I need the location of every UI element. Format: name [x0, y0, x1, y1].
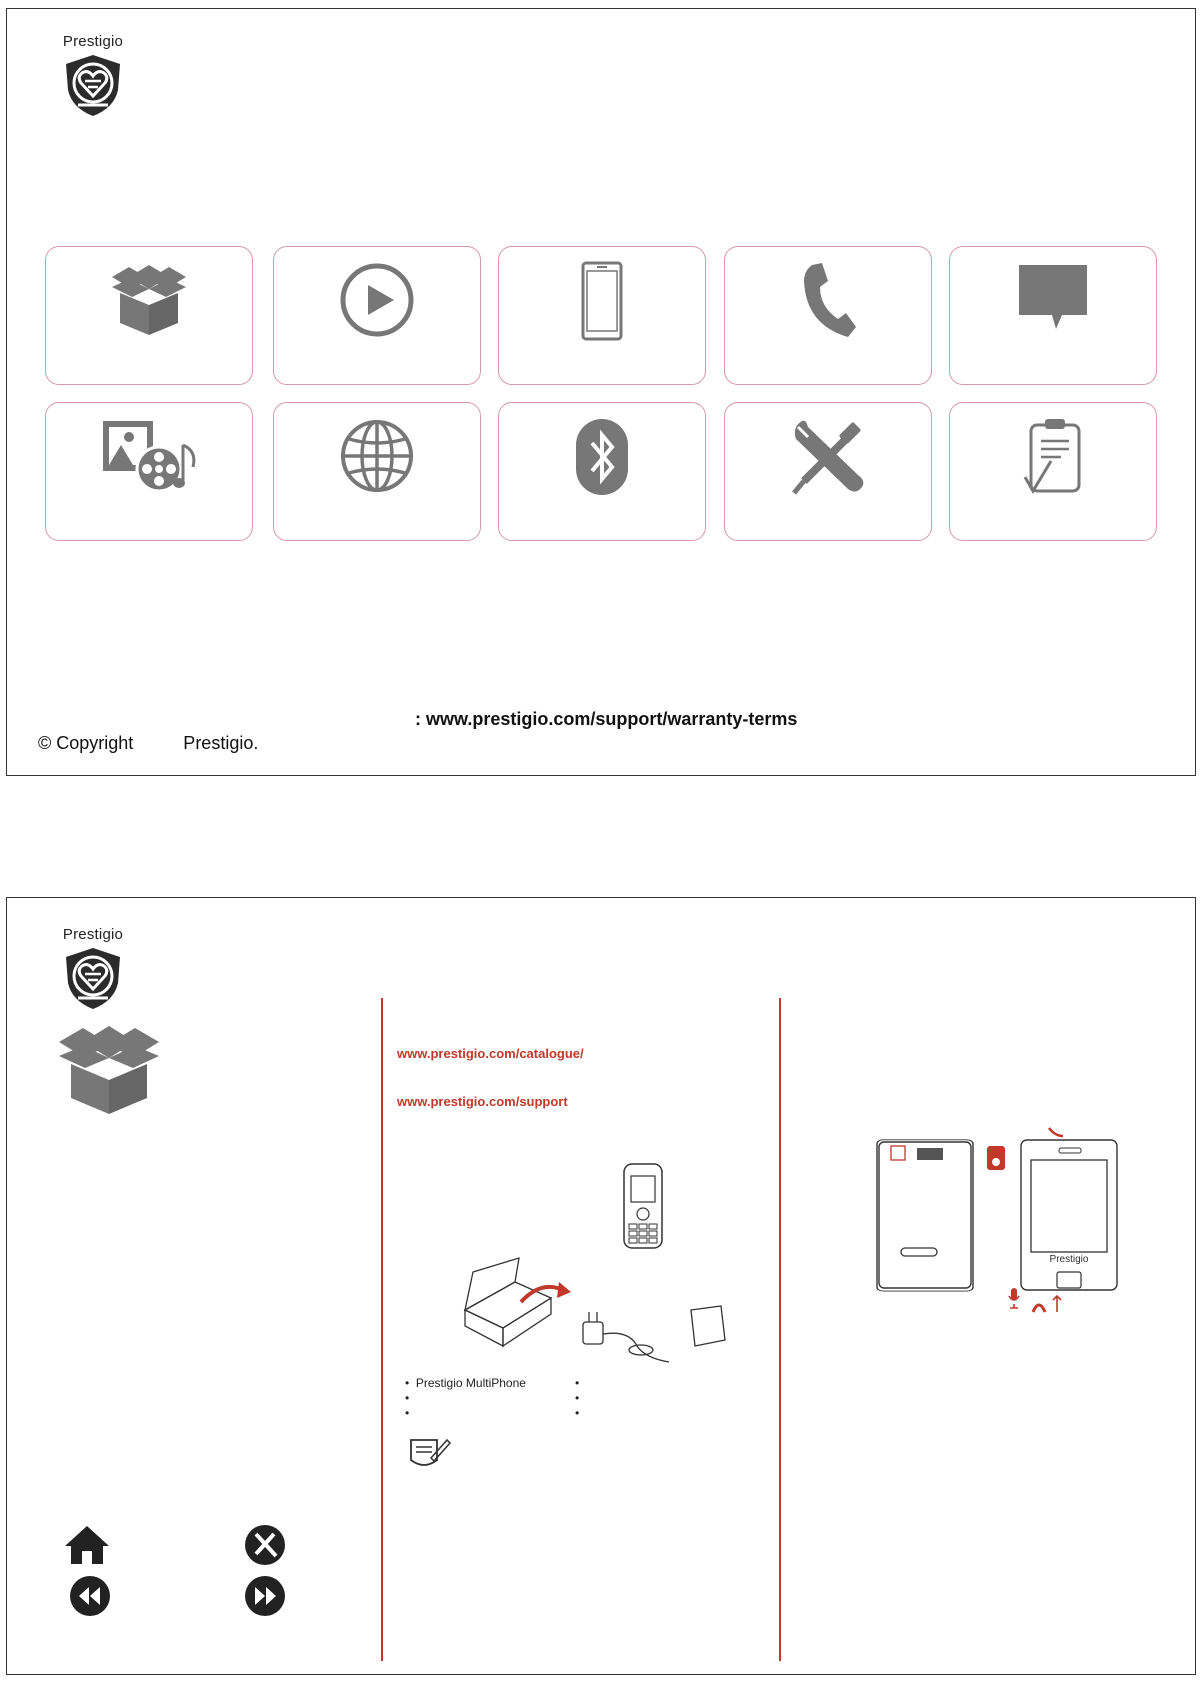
- column-divider: [779, 998, 781, 1661]
- prestigio-logo: [53, 926, 133, 1011]
- fast-forward-icon[interactable]: [244, 1575, 286, 1617]
- call-handset-icon: [798, 261, 858, 341]
- tile-multimedia[interactable]: [45, 402, 253, 541]
- warranty-terms-link[interactable]: : www.prestigio.com/support/warranty-terms: [415, 709, 798, 729]
- copyright-text: © Copyright Prestigio.: [38, 733, 259, 753]
- multimedia-icon: [99, 417, 199, 497]
- list-item: •: [575, 1406, 586, 1420]
- brand-name: Prestigio: [62, 33, 124, 50]
- tile-device[interactable]: [498, 246, 706, 385]
- globe-icon: [338, 417, 416, 495]
- play-icon: [338, 261, 416, 339]
- tile-specifications[interactable]: [949, 402, 1157, 541]
- clipboard-check-icon: [1021, 417, 1085, 497]
- cover-page: [6, 8, 1196, 776]
- list-item: •: [575, 1391, 586, 1405]
- box-icon: [108, 261, 190, 339]
- tile-messaging[interactable]: [949, 246, 1157, 385]
- package-list-right: [575, 1376, 586, 1421]
- message-bubble-icon: [1016, 261, 1090, 333]
- package-list-left: [405, 1376, 526, 1421]
- list-item: •: [575, 1376, 586, 1390]
- tile-getting-started[interactable]: [45, 246, 253, 385]
- tile-internet[interactable]: [273, 402, 481, 541]
- catalogue-link[interactable]: www.prestigio.com/catalogue/: [397, 1046, 584, 1061]
- tile-bluetooth[interactable]: [498, 402, 706, 541]
- list-item: • Prestigio MultiPhone: [405, 1376, 526, 1390]
- rewind-icon[interactable]: [69, 1575, 111, 1617]
- tile-settings[interactable]: [724, 402, 932, 541]
- tile-calls[interactable]: [724, 246, 932, 385]
- tools-icon[interactable]: [244, 1524, 286, 1566]
- package-contents-illustration: [459, 1162, 729, 1382]
- getting-started-page: [6, 897, 1196, 1675]
- shield-logo-icon: [60, 945, 126, 1011]
- brand-name: Prestigio: [62, 926, 124, 943]
- phone-bottom-ports: [1007, 1282, 1117, 1326]
- list-item: •: [405, 1406, 416, 1420]
- list-item: •: [405, 1391, 416, 1405]
- home-icon[interactable]: [63, 1524, 111, 1566]
- note-icon: [407, 1434, 453, 1474]
- phone-device-icon: [580, 261, 624, 341]
- shield-logo-icon: [60, 52, 126, 118]
- box-icon: [55, 1022, 163, 1116]
- column-divider: [381, 998, 383, 1661]
- tools-icon: [788, 417, 868, 497]
- support-link[interactable]: www.prestigio.com/support: [397, 1094, 568, 1109]
- tile-basics[interactable]: [273, 246, 481, 385]
- bluetooth-icon: [574, 417, 630, 497]
- prestigio-logo: [53, 33, 133, 118]
- phone-brand-label: Prestigio: [1049, 1254, 1089, 1265]
